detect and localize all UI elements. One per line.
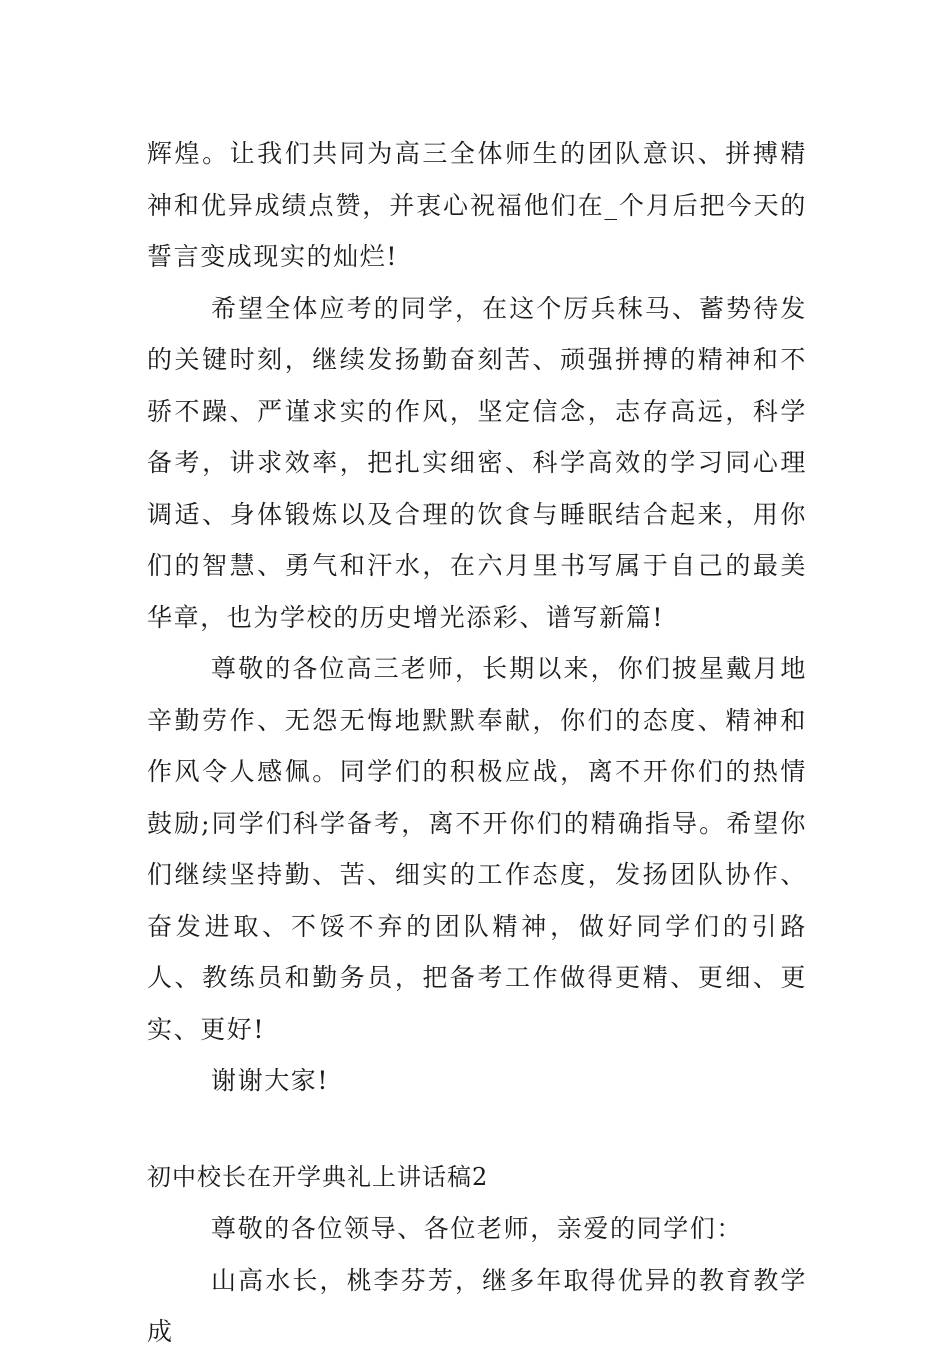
- paragraph-students: 希望全体应考的同学，在这个厉兵秣马、蓄势待发的关键时刻，继续发扬勤奋刻苦、顽强拼搏的精神和不骄不躁、严谨求实的作风，坚定信念，志存高远，科学备考，讲求效率，把扎实细密、科学高效的学习同心理调适、身体锻炼以及合理的饮食与睡眠结合起来，用你们的智慧、勇气和汗水，在六月里书写属于自己的最美华章，也为学校的历史增光添彩、谱写新篇!: [147, 293, 807, 632]
- closing-thanks: 谢谢大家!: [211, 1066, 330, 1095]
- paragraph-opening: 山高水长，桃李芬芳，继多年取得优异的教育教学成: [147, 1265, 807, 1346]
- salutation: 尊敬的各位领导、各位老师，亲爱的同学们：: [211, 1214, 744, 1243]
- section-title: 初中校长在开学典礼上讲话稿2: [147, 1162, 489, 1191]
- paragraph-teachers: 尊敬的各位高三老师，长期以来，你们披星戴月地辛勤劳作、无怨无悔地默默奉献，你们的态度、精神和作风令人感佩。同学们的积极应战，离不开你们的热情鼓励;同学们科学备考，离不开你们的精确指导。希望你们继续坚持勤、苦、细实的工作态度，发扬团队协作、奋发进取、不馁不弃的团队精神，做好同学们的引路人、教练员和勤务员，把备考工作做得更精、更细、更实、更好!: [147, 654, 807, 1044]
- paragraph-continuation: 辉煌。让我们共同为高三全体师生的团队意识、拼搏精神和优异成绩点赞，并衷心祝福他们在_个月后把今天的誓言变成现实的灿烂!: [147, 139, 807, 271]
- document-body: [147, 128, 807, 1358]
